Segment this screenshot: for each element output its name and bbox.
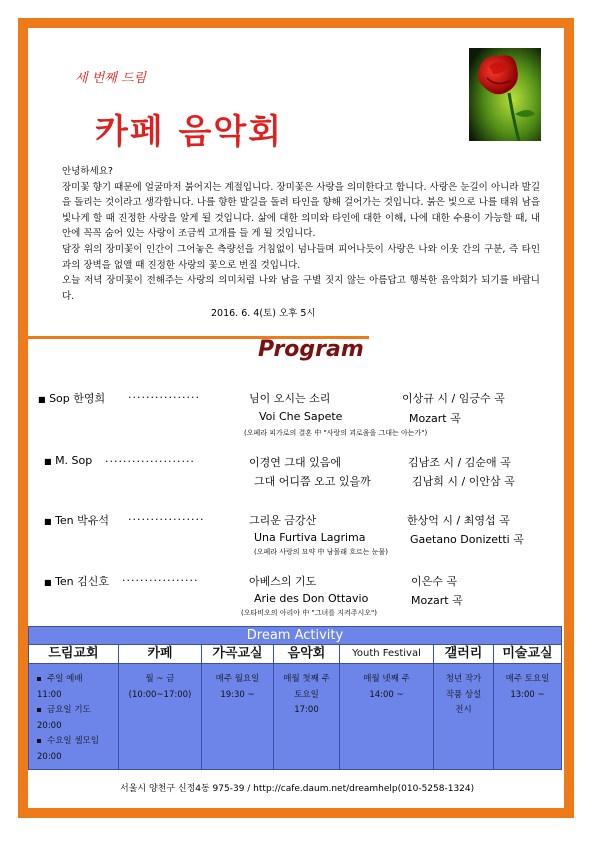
performer: Ten 박유석 [55, 514, 110, 527]
list-item: 전시 [455, 705, 472, 715]
song-title: 그리운 금강산 [249, 514, 317, 527]
song-note: (오페라 사랑의 묘약 中 남몰래 흐르는 눈물) [254, 548, 389, 556]
song-note: (오타비오의 아리아 中 "그녀를 지켜주시오") [241, 609, 377, 617]
activity-column-art-class [494, 644, 561, 770]
song-credit: Gaetano Donizetti 곡 [410, 533, 524, 546]
column-body [202, 664, 273, 703]
page-title: 카페 음악회 [95, 112, 284, 152]
activity-columns [29, 644, 561, 770]
song-credit: Mozart 곡 [411, 594, 463, 607]
list-item: (10:00~17:00) [128, 689, 192, 700]
song-credit: 김남희 시 / 이안삼 곡 [412, 475, 515, 488]
leader-dots: ···················· [105, 455, 195, 468]
bullet-icon [37, 708, 41, 712]
list-item: 매월 넷째 주 [363, 674, 410, 684]
column-body [274, 664, 339, 719]
activity-column-gallery [434, 644, 494, 770]
bullet-icon [37, 677, 41, 681]
list-item: 토요일 [294, 689, 319, 700]
list-item: 매월 첫째 주 [283, 674, 330, 684]
bullet-icon: ■ [38, 395, 46, 404]
song-title: 그대 어디쯤 오고 있을까 [254, 475, 371, 488]
song-credit: 이은수 곡 [411, 575, 458, 588]
song-title: 님이 오시는 소리 [249, 392, 331, 405]
list-item: 월 ~ 금 [145, 674, 175, 684]
bullet-icon [37, 739, 41, 743]
song-title: Voi Che Sapete [259, 410, 343, 423]
column-body [119, 664, 201, 703]
performer: Ten 김신호 [55, 575, 110, 588]
greeting: 안녕하세요? [62, 166, 113, 177]
list-item: 수요일 셀모임 [37, 734, 118, 750]
song-title: Una Furtiva Lagrima [254, 531, 366, 544]
column-header: 갤러리 [434, 644, 493, 664]
list-item: 14:00 ~ [369, 689, 404, 700]
performer: Sop 한영희 [49, 392, 106, 405]
intro-paragraph: 장미꽃 향기 때문에 얼굴마저 붉어지는 계절입니다. 장미꽃은 사랑을 의미한다고 합니다. 사랑은 눈길이 아니라 발길을 돌리는 것이라고 생각합니다. 나를 향한 발길을 돌려 타인을 향해 걸어가는 것입니다. 붉은 빛으로 나를 태워 남을 빛나게 할 때 진정한 사랑을 알게 될 것입니다. 삶에 대한 의미와 타인에 대한 이해, 나에 대한 수용이 가능할 때, 내 안에 꼭꼭 숨어 있는 사랑이 조금씩 고개를 들 게 될 것입니다. [62, 181, 540, 240]
column-body [494, 664, 561, 703]
song-title: 이경연 그대 있음에 [249, 456, 342, 469]
program-item [38, 390, 105, 406]
intro-text [46, 164, 540, 304]
list-item: 금요일 기도 [37, 703, 118, 719]
bullet-icon: ■ [44, 517, 52, 526]
activity-column-church [29, 644, 119, 770]
list-item: 13:00 ~ [510, 689, 545, 700]
column-body [340, 664, 433, 703]
list-item: 17:00 [294, 705, 319, 715]
leader-dots: ················· [122, 574, 199, 587]
song-note: (오페라 피가로의 결혼 中 "사랑의 괴로움을 그대는 아는가") [244, 429, 428, 437]
song-credit: 한상억 시 / 최영섭 곡 [407, 514, 510, 527]
list-item: 20:00 [37, 720, 62, 731]
column-body [434, 664, 493, 719]
bullet-icon: ■ [44, 457, 52, 466]
song-title: Arie des Don Ottavio [254, 592, 369, 605]
column-header: 가곡교실 [202, 644, 273, 664]
column-header: 음악회 [274, 644, 339, 664]
dream-activity-panel [28, 626, 562, 770]
list-item: 청년 작가 [445, 674, 482, 684]
song-credit: 이상규 시 / 임긍수 곡 [402, 392, 505, 405]
program-item [44, 454, 92, 467]
leader-dots: ················ [128, 391, 200, 404]
column-body [29, 664, 118, 765]
leader-dots: ················· [128, 513, 205, 526]
list-item: 주일 예배 [37, 672, 118, 688]
column-header: 드림교회 [29, 644, 118, 664]
bullet-icon: ■ [44, 578, 52, 587]
intro-paragraph: 오늘 저녁 장미꽃이 전해주는 사랑의 의미처럼 나와 남을 구별 짓지 않는 아름답고 행복한 음악회가 되기를 바랍니다. [62, 275, 540, 302]
list-item: 11:00 [37, 689, 62, 700]
list-item: 매주 월요일 [215, 674, 260, 684]
list-item: 19:30 ~ [220, 689, 255, 700]
list-item: 매주 토요일 [505, 674, 550, 684]
program-item [44, 573, 109, 589]
list-item: 20:00 [37, 751, 62, 762]
program-item [44, 512, 109, 528]
activity-column-concert [274, 644, 340, 770]
activity-column-song-class [202, 644, 274, 770]
subtitle: 세 번째 드림 [75, 71, 147, 86]
intro-paragraph: 담장 위의 장미꽃이 인간이 그어놓은 측량선을 거침없이 넘나들며 피어나듯이 사랑은 나와 이웃 간의 구분, 즉 타인과의 장벽을 없앨 때 진정한 사랑의 꽃으로 번질 것입니다. [62, 243, 540, 271]
footer-address: 서울시 양천구 신정4동 975-39 / http://cafe.daum.net/dreamhelp(010-5258-1324) [120, 784, 475, 794]
song-credit: 김남조 시 / 김순애 곡 [408, 456, 511, 469]
program-heading: Program [258, 337, 364, 362]
song-title: 아베스의 기도 [249, 575, 317, 588]
performer: M. Sop [55, 454, 93, 467]
concert-date: 2016. 6. 4(토) 오후 5시 [211, 308, 316, 319]
activity-column-youth-festival [340, 644, 434, 770]
column-header: 미술교실 [494, 644, 561, 664]
activity-column-cafe [119, 644, 202, 770]
column-header: 카페 [119, 644, 201, 664]
song-credit: Mozart 곡 [409, 412, 461, 425]
rose-image [469, 48, 541, 141]
list-item: 작품 상설 [445, 689, 482, 700]
activity-title: Dream Activity [246, 628, 344, 643]
column-header: Youth Festival [340, 644, 433, 664]
